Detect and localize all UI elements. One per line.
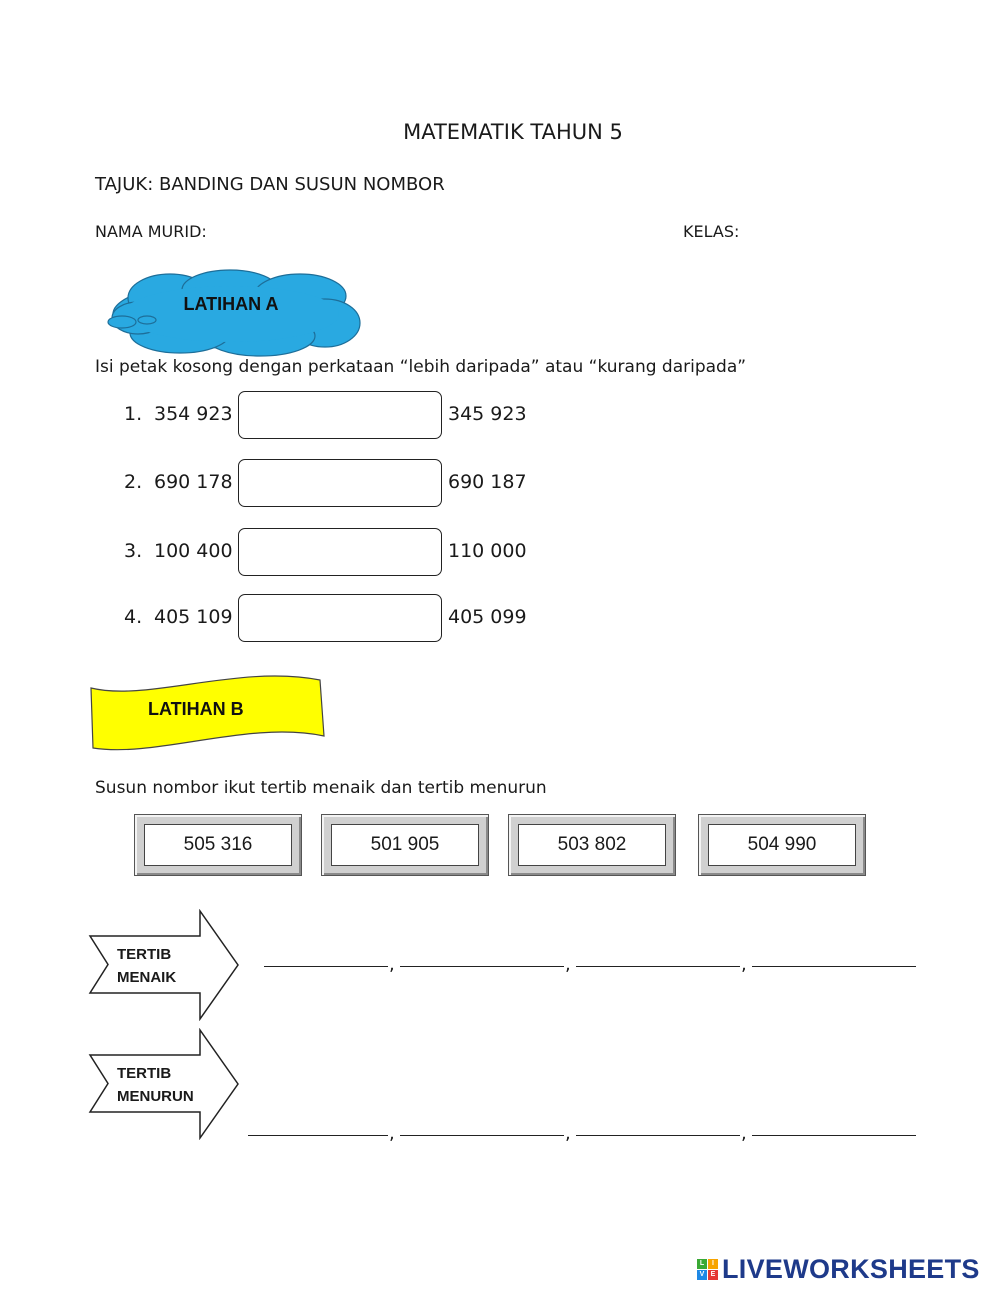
- number-card-value: 501 905: [331, 824, 479, 866]
- liveworksheets-logo-icon: L I V E: [697, 1259, 718, 1280]
- descending-label-line1: TERTIB: [117, 1065, 172, 1082]
- ascending-arrow: [88, 909, 240, 1021]
- answer-box[interactable]: [238, 594, 442, 642]
- liveworksheets-brand: [697, 1254, 980, 1285]
- separator-comma: ,: [389, 1123, 395, 1144]
- question-row: [124, 391, 544, 441]
- descending-answer-blank[interactable]: [752, 1135, 916, 1136]
- ascending-answer-blank[interactable]: [264, 966, 388, 967]
- subject-heading: TAJUK: BANDING DAN SUSUN NOMBOR: [95, 174, 445, 195]
- separator-comma: ,: [741, 954, 747, 975]
- liveworksheets-brand-text: LIVEWORKSHEETS: [722, 1254, 980, 1284]
- number-card-value: 504 990: [708, 824, 856, 866]
- number-card-value: 503 802: [518, 824, 666, 866]
- descending-arrow: [88, 1028, 240, 1140]
- section-a-title: LATIHAN A: [183, 294, 279, 314]
- section-a-badge: [100, 268, 362, 360]
- question-left-number: 690 178: [154, 471, 233, 493]
- section-b-instruction: Susun nombor ikut tertib menaik dan tertib menurun: [95, 778, 547, 798]
- descending-answer-blank[interactable]: [248, 1135, 388, 1136]
- ascending-label-line2: MENAIK: [117, 969, 177, 986]
- question-number: 4.: [124, 606, 143, 628]
- number-card: [508, 814, 676, 876]
- number-card: [321, 814, 489, 876]
- question-right-number: 110 000: [448, 540, 527, 562]
- question-right-number: 690 187: [448, 471, 527, 493]
- descending-answer-blank[interactable]: [400, 1135, 564, 1136]
- section-a-instruction: Isi petak kosong dengan perkataan “lebih daripada” atau “kurang daripada”: [95, 357, 747, 377]
- separator-comma: ,: [565, 1123, 571, 1144]
- ascending-label-line1: TERTIB: [117, 946, 172, 963]
- section-b-title: LATIHAN B: [148, 699, 244, 719]
- answer-box[interactable]: [238, 391, 442, 439]
- question-row: [124, 528, 544, 578]
- separator-comma: ,: [565, 954, 571, 975]
- question-number: 3.: [124, 540, 143, 562]
- descending-answer-blank[interactable]: [576, 1135, 740, 1136]
- page-title: MATEMATIK TAHUN 5: [403, 120, 623, 144]
- class-label: KELAS:: [683, 222, 740, 241]
- section-b-badge: [88, 672, 328, 754]
- ascending-answer-blank[interactable]: [400, 966, 564, 967]
- question-number: 2.: [124, 471, 143, 493]
- question-row: [124, 594, 544, 644]
- number-card: [134, 814, 302, 876]
- question-number: 1.: [124, 403, 143, 425]
- ascending-answer-blank[interactable]: [752, 966, 916, 967]
- separator-comma: ,: [389, 954, 395, 975]
- question-right-number: 345 923: [448, 403, 527, 425]
- student-name-label: NAMA MURID:: [95, 222, 207, 241]
- descending-label-line2: MENURUN: [117, 1088, 194, 1105]
- question-left-number: 100 400: [154, 540, 233, 562]
- number-card-value: 505 316: [144, 824, 292, 866]
- question-left-number: 354 923: [154, 403, 233, 425]
- answer-box[interactable]: [238, 459, 442, 507]
- question-left-number: 405 109: [154, 606, 233, 628]
- question-right-number: 405 099: [448, 606, 527, 628]
- question-row: [124, 459, 544, 509]
- number-card: [698, 814, 866, 876]
- ascending-answer-blank[interactable]: [576, 966, 740, 967]
- separator-comma: ,: [741, 1123, 747, 1144]
- answer-box[interactable]: [238, 528, 442, 576]
